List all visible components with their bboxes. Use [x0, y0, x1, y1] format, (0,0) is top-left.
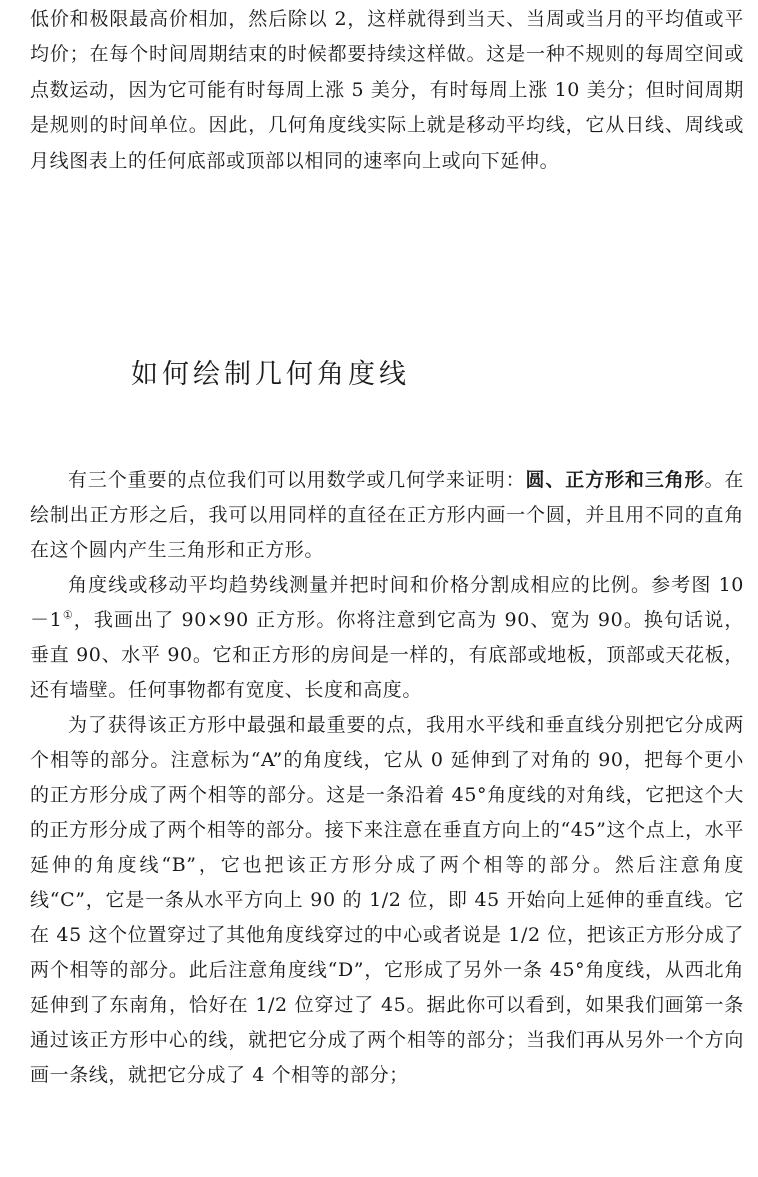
footnote-marker: ① [62, 608, 74, 622]
paragraph-shapes-tail: 。在绘制出正方形之后，我可以用同样的直径在正方形内画一个圆，并且用不同的直角在这个圆内产生三角形和正方形。 [30, 469, 744, 561]
top-paragraph: 低价和极限最高价相加，然后除以 2，这样就得到当天、当周或当月的平均值或平均价；在每个时间周期结束的时候都要持续这样做。这是一种不规则的每周空间或点数运动，因为它可能有时每周上涨 5 美分，有时每周上涨 10 美分；但时间周期是规则的时间单位。因此，几何角度线实际上就是移动平均线，它从日线、周线或月线图表上的任何底部或顶部以相同的速率向上或向下延伸。 [30, 8, 744, 172]
section-heading: 如何绘制几何角度线 [131, 359, 410, 390]
paragraph-angle-lines-lead: 角度线或移动平均趋势线测量并把时间和价格分割成相应的比例。参考图 10－1 [30, 574, 744, 631]
paragraph-shapes-bold: 圆、正方形和三角形 [525, 469, 705, 491]
paragraph-shapes [30, 463, 744, 568]
paragraph-angle-lines-tail: ，我画出了 90×90 正方形。你将注意到它高为 90、宽为 90。换句话说，垂直 90、水平 90。它和正方形的房间是一样的，有底部或地板，顶部或天花板，还有墙壁。任何事物都有宽度、长度和高度。 [30, 609, 744, 701]
paragraph-angle-lines [30, 568, 744, 708]
paragraph-shapes-lead: 有三个重要的点位我们可以用数学或几何学来证明： [68, 469, 526, 491]
paragraph-square-division: 为了获得该正方形中最强和最重要的点，我用水平线和垂直线分别把它分成两个相等的部分。注意标为“A”的角度线，它从 0 延伸到了对角的 90，把每个更小的正方形分成了两个相等的部分。这是一条沿着 45°角度线的对角线，它把这个大的正方形分成了两个相等的部分。接下来注意在垂直方向上的“45”这个点上，水平延伸的角度线“B”，它也把该正方形分成了两个相等的部分。然后注意角度线“C”，它是一条从水平方向上 90 的 1/2 位，即 45 开始向上延伸的垂直线。它在 45 这个位置穿过了其他角度线穿过的中心或者说是 1/2 位，把该正方形分成了两个相等的部分。此后注意角度线“D”，它形成了另外一条 45°角度线，从西北角延伸到了东南角，恰好在 1/2 位穿过了 45。据此你可以看到，如果我们画第一条通过该正方形中心的线，就把它分成了两个相等的部分；当我们再从另外一个方向画一条线，就把它分成了 4 个相等的部分； [30, 714, 744, 1086]
